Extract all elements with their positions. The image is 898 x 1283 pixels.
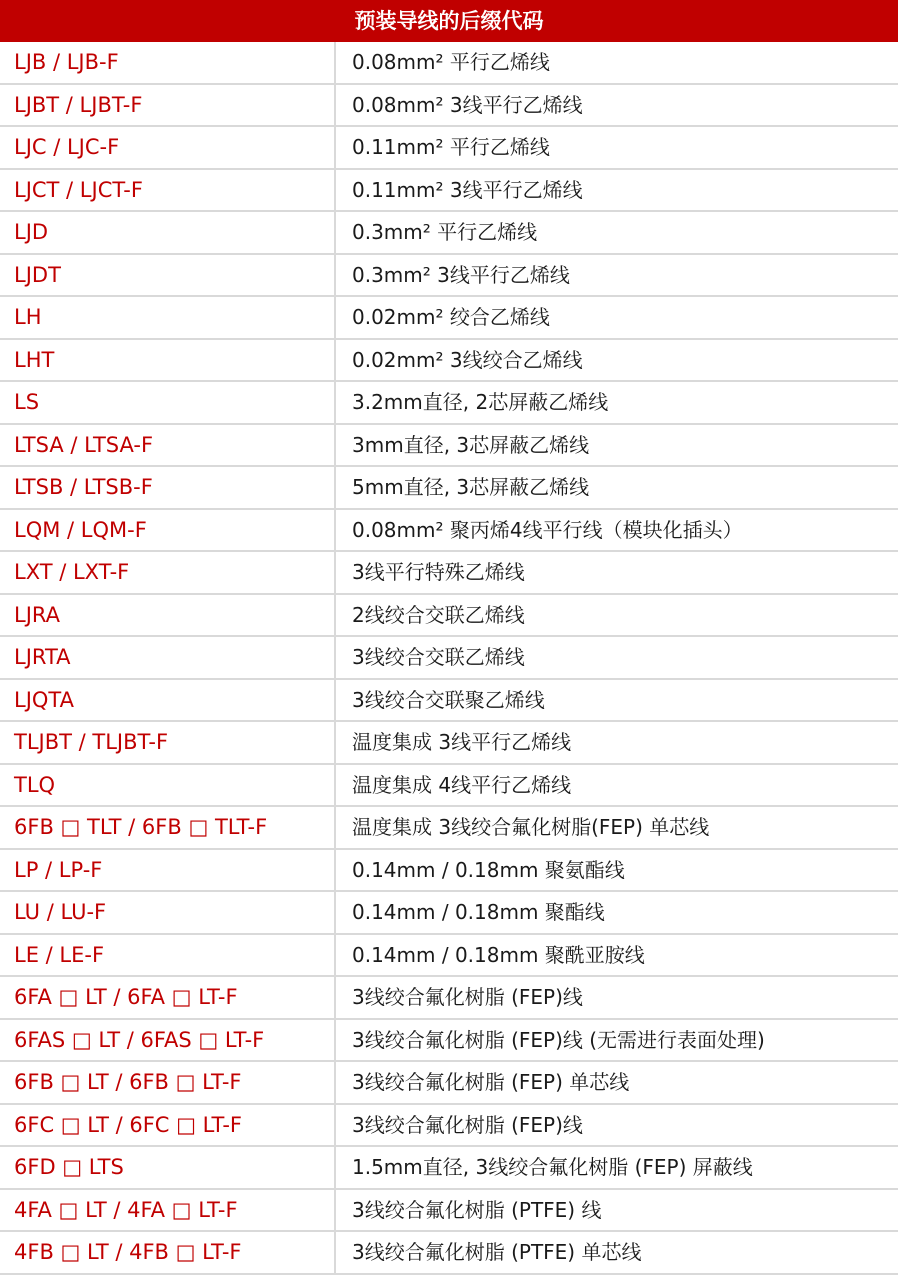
suffix-code-cell: LJB / LJB-F <box>0 42 336 83</box>
wire-description-cell: 0.02mm² 绞合乙烯线 <box>352 305 550 329</box>
table-row <box>0 680 898 723</box>
table-row <box>0 510 898 553</box>
table-row <box>0 552 898 595</box>
suffix-code-cell: LQM / LQM-F <box>0 510 336 551</box>
table-row <box>0 382 898 425</box>
table-row <box>0 467 898 510</box>
suffix-code-cell: TLQ <box>0 765 336 806</box>
wire-description-cell: 温度集成 3线平行乙烯线 <box>352 730 572 754</box>
suffix-code-cell: 4FB □ LT / 4FB □ LT-F <box>0 1232 336 1273</box>
suffix-code-cell: LJRTA <box>0 637 336 678</box>
suffix-code-cell: LHT <box>0 340 336 381</box>
suffix-code-cell: LJBT / LJBT-F <box>0 85 336 126</box>
wire-description-cell: 0.3mm² 平行乙烯线 <box>352 220 538 244</box>
wire-description-cell: 5mm直径, 3芯屏蔽乙烯线 <box>352 475 590 499</box>
wire-description-cell: 3线绞合氟化树脂 (FEP)线 <box>352 1112 583 1137</box>
suffix-code-cell: LU / LU-F <box>0 892 336 933</box>
suffix-code-cell: LJC / LJC-F <box>0 127 336 168</box>
suffix-code-cell: 6FA □ LT / 6FA □ LT-F <box>0 977 336 1018</box>
wire-description-cell: 2线绞合交联乙烯线 <box>352 602 525 627</box>
wire-description-cell: 0.08mm² 聚丙烯4线平行线（模块化插头） <box>352 517 743 542</box>
wire-description-cell: 0.08mm² 平行乙烯线 <box>352 50 550 74</box>
table-row <box>0 977 898 1020</box>
table-row <box>0 892 898 935</box>
wire-description-cell: 3线绞合氟化树脂 (FEP) 单芯线 <box>352 1070 630 1094</box>
table-row <box>0 212 898 255</box>
suffix-code-cell: LTSB / LTSB-F <box>0 467 336 508</box>
table-row <box>0 297 898 340</box>
wire-description-cell: 3线绞合氟化树脂 (PTFE) 单芯线 <box>352 1240 642 1264</box>
suffix-code-cell: LH <box>0 297 336 338</box>
table-row <box>0 1105 898 1148</box>
suffix-code-cell: 6FD □ LTS <box>0 1147 336 1188</box>
table-row <box>0 255 898 298</box>
suffix-code-cell: LJDT <box>0 255 336 296</box>
suffix-code-cell: LS <box>0 382 336 423</box>
wire-description-cell: 0.08mm² 3线平行乙烯线 <box>352 92 583 117</box>
wire-description-cell: 3线平行特殊乙烯线 <box>352 560 525 584</box>
suffix-code-cell: LXT / LXT-F <box>0 552 336 593</box>
wire-description-cell: 温度集成 3线绞合氟化树脂(FEP) 单芯线 <box>352 815 710 839</box>
table-row <box>0 765 898 808</box>
table-row <box>0 1020 898 1063</box>
wire-description-cell: 1.5mm直径, 3线绞合氟化树脂 (FEP) 屏蔽线 <box>352 1155 753 1179</box>
table-body <box>0 42 898 1275</box>
table-row <box>0 1190 898 1233</box>
table-row <box>0 1232 898 1275</box>
wire-description-cell: 温度集成 4线平行乙烯线 <box>352 772 572 797</box>
table-row <box>0 807 898 850</box>
table-row <box>0 127 898 170</box>
suffix-code-cell: LJD <box>0 212 336 253</box>
table-row <box>0 850 898 893</box>
table-row <box>0 1062 898 1105</box>
wire-description-cell: 3.2mm直径, 2芯屏蔽乙烯线 <box>352 390 609 414</box>
wire-description-cell: 3线绞合交联聚乙烯线 <box>352 687 545 712</box>
table-row <box>0 85 898 128</box>
suffix-code-cell: LE / LE-F <box>0 935 336 976</box>
wire-description-cell: 0.14mm / 0.18mm 聚酯线 <box>352 900 605 924</box>
table-row <box>0 722 898 765</box>
suffix-code-cell: LTSA / LTSA-F <box>0 425 336 466</box>
suffix-code-cell: 4FA □ LT / 4FA □ LT-F <box>0 1190 336 1231</box>
suffix-code-cell: TLJBT / TLJBT-F <box>0 722 336 763</box>
table-title: 预装导线的后缀代码 <box>0 0 898 42</box>
wire-description-cell: 3线绞合氟化树脂 (FEP)线 <box>352 985 583 1009</box>
wire-description-cell: 3线绞合交联乙烯线 <box>352 645 525 669</box>
table-row <box>0 42 898 85</box>
wire-description-cell: 0.3mm² 3线平行乙烯线 <box>352 262 570 287</box>
wire-description-cell: 0.11mm² 平行乙烯线 <box>352 135 550 159</box>
table-row <box>0 1147 898 1190</box>
suffix-code-cell: 6FB □ LT / 6FB □ LT-F <box>0 1062 336 1103</box>
table-row <box>0 425 898 468</box>
suffix-code-cell: LJQTA <box>0 680 336 721</box>
suffix-code-cell: 6FAS □ LT / 6FAS □ LT-F <box>0 1020 336 1061</box>
suffix-code-cell: LP / LP-F <box>0 850 336 891</box>
wire-description-cell: 0.02mm² 3线绞合乙烯线 <box>352 347 583 372</box>
table-row <box>0 170 898 213</box>
suffix-code-cell: LJCT / LJCT-F <box>0 170 336 211</box>
suffix-code-cell: 6FC □ LT / 6FC □ LT-F <box>0 1105 336 1146</box>
wire-description-cell: 0.14mm / 0.18mm 聚氨酯线 <box>352 857 625 882</box>
suffix-code-cell: LJRA <box>0 595 336 636</box>
wire-description-cell: 0.11mm² 3线平行乙烯线 <box>352 177 583 202</box>
wire-description-cell: 3mm直径, 3芯屏蔽乙烯线 <box>352 432 590 457</box>
wire-description-cell: 0.14mm / 0.18mm 聚酰亚胺线 <box>352 942 645 967</box>
table-row <box>0 935 898 978</box>
table-row <box>0 340 898 383</box>
table-row <box>0 637 898 680</box>
wire-description-cell: 3线绞合氟化树脂 (PTFE) 线 <box>352 1197 602 1222</box>
suffix-code-cell: 6FB □ TLT / 6FB □ TLT-F <box>0 807 336 848</box>
wire-description-cell: 3线绞合氟化树脂 (FEP)线 (无需进行表面处理) <box>352 1027 765 1052</box>
table-row <box>0 595 898 638</box>
